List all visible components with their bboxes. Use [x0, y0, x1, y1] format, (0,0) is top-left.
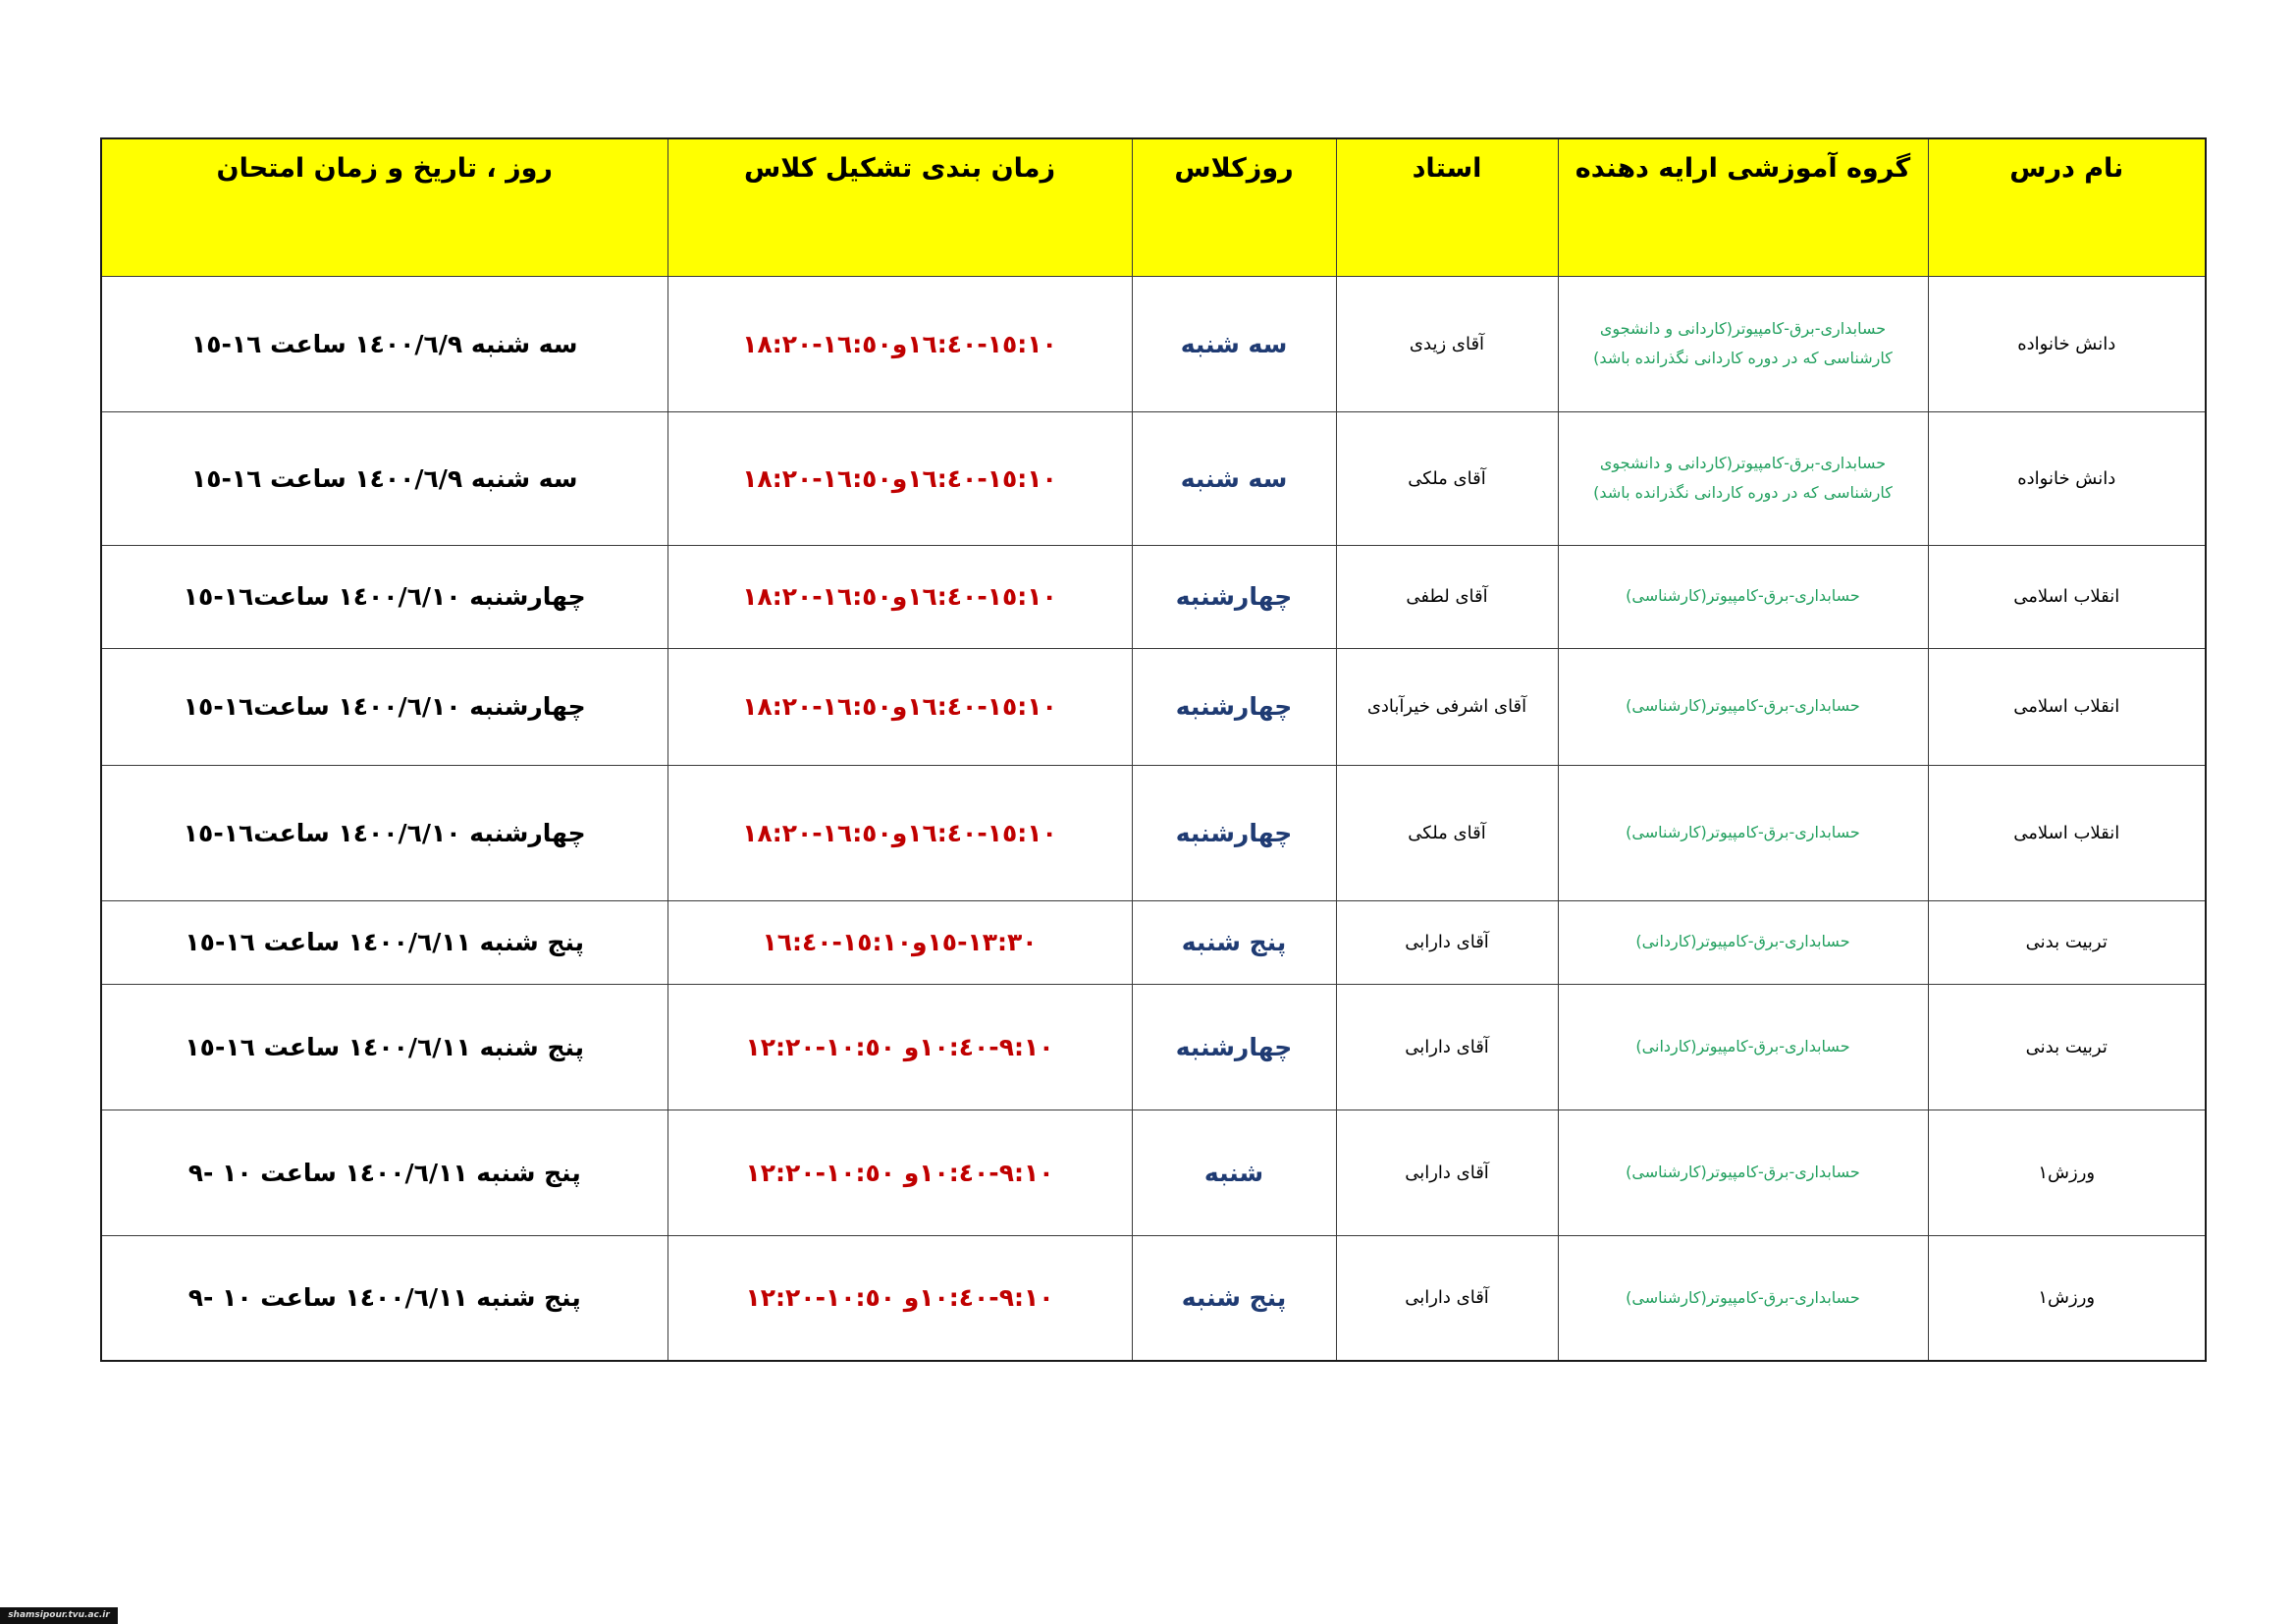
header-day: روزکلاس	[1132, 138, 1336, 276]
day-cell: سه شنبه	[1132, 411, 1336, 545]
day-cell: چهارشنبه	[1132, 984, 1336, 1110]
time-cell: ٩:١٠-١٠:٤٠و ١٠:٥٠-١٢:٢٠	[667, 1110, 1132, 1235]
group-cell	[1558, 648, 1928, 765]
table-row	[101, 1235, 2206, 1361]
teacher-cell: آقای دارابی	[1336, 1235, 1558, 1361]
day-cell: چهارشنبه	[1132, 648, 1336, 765]
course-cell: تربیت بدنی	[1928, 900, 2206, 984]
day-cell: پنج شنبه	[1132, 1235, 1336, 1361]
exam-cell: سه شنبه ١٤٠٠/٦/٩ ساعت ١٦-١٥	[101, 411, 667, 545]
header-course: نام درس	[1928, 138, 2206, 276]
group-line: کارشناسی که در دوره کاردانی نگذرانده باشد)	[1593, 483, 1893, 502]
time-cell: ١٥:١٠-١٦:٤٠و١٦:٥٠-١٨:٢٠	[667, 545, 1132, 648]
course-cell: دانش خانواده	[1928, 411, 2206, 545]
group-line: حسابداری-برق-کامپیوتر(کارشناسی)	[1626, 1287, 1860, 1307]
group-line: حسابداری-برق-کامپیوتر(کاردانی)	[1635, 1036, 1850, 1056]
exam-cell: پنج شنبه ١٤٠٠/٦/١١ ساعت ١٠ -٩	[101, 1110, 667, 1235]
time-cell: ١٥:١٠-١٦:٤٠و١٦:٥٠-١٨:٢٠	[667, 276, 1132, 411]
teacher-cell: آقای اشرفی خیرآبادی	[1336, 648, 1558, 765]
day-cell: پنج شنبه	[1132, 900, 1336, 984]
group-cell	[1558, 984, 1928, 1110]
table-row	[101, 545, 2206, 648]
day-cell: شنبه	[1132, 1110, 1336, 1235]
header-row	[101, 138, 2206, 276]
teacher-cell: آقای لطفی	[1336, 545, 1558, 648]
teacher-cell: آقای ملکی	[1336, 411, 1558, 545]
course-cell: انقلاب اسلامی	[1928, 648, 2206, 765]
teacher-cell: آقای زیدی	[1336, 276, 1558, 411]
group-cell	[1558, 276, 1928, 411]
time-cell: ٩:١٠-١٠:٤٠و ١٠:٥٠-١٢:٢٠	[667, 1235, 1132, 1361]
course-cell: انقلاب اسلامی	[1928, 545, 2206, 648]
exam-cell: پنج شنبه ١٤٠٠/٦/١١ ساعت ١٠ -٩	[101, 1235, 667, 1361]
day-cell: سه شنبه	[1132, 276, 1336, 411]
day-cell: چهارشنبه	[1132, 545, 1336, 648]
time-cell: ١٥:١٠-١٦:٤٠و١٦:٥٠-١٨:٢٠	[667, 765, 1132, 900]
time-cell: ١٥:١٠-١٦:٤٠و١٦:٥٠-١٨:٢٠	[667, 648, 1132, 765]
course-cell: ورزش١	[1928, 1235, 2206, 1361]
group-line: حسابداری-برق-کامپیوتر(کاردانی)	[1635, 932, 1850, 951]
group-cell	[1558, 765, 1928, 900]
course-cell: ورزش١	[1928, 1110, 2206, 1235]
header-exam: روز ، تاریخ و زمان امتحان	[101, 138, 667, 276]
course-cell: دانش خانواده	[1928, 276, 2206, 411]
table-row	[101, 984, 2206, 1110]
table-row	[101, 765, 2206, 900]
site-watermark: shamsipour.tvu.ac.ir	[0, 1607, 118, 1624]
group-cell	[1558, 900, 1928, 984]
course-cell: انقلاب اسلامی	[1928, 765, 2206, 900]
exam-cell: پنج شنبه ١٤٠٠/٦/١١ ساعت ١٦-١٥	[101, 900, 667, 984]
course-cell: تربیت بدنی	[1928, 984, 2206, 1110]
time-cell: ١٣:٣٠-١٥و١٥:١٠-١٦:٤٠	[667, 900, 1132, 984]
table-row	[101, 276, 2206, 411]
header-teacher: استاد	[1336, 138, 1558, 276]
exam-cell: چهارشنبه ١٤٠٠/٦/١٠ ساعت١٦-١٥	[101, 545, 667, 648]
group-cell	[1558, 1110, 1928, 1235]
exam-cell: چهارشنبه ١٤٠٠/٦/١٠ ساعت١٦-١٥	[101, 765, 667, 900]
header-time: زمان بندی تشکیل کلاس	[667, 138, 1132, 276]
group-cell	[1558, 545, 1928, 648]
table-row	[101, 1110, 2206, 1235]
table-row	[101, 411, 2206, 545]
exam-cell: پنج شنبه ١٤٠٠/٦/١١ ساعت ١٦-١٥	[101, 984, 667, 1110]
teacher-cell: آقای ملکی	[1336, 765, 1558, 900]
group-cell	[1558, 411, 1928, 545]
exam-cell: سه شنبه ١٤٠٠/٦/٩ ساعت ١٦-١٥	[101, 276, 667, 411]
teacher-cell: آقای دارابی	[1336, 1110, 1558, 1235]
group-line: کارشناسی که در دوره کاردانی نگذرانده باشد)	[1593, 349, 1893, 367]
time-cell: ٩:١٠-١٠:٤٠و ١٠:٥٠-١٢:٢٠	[667, 984, 1132, 1110]
day-cell: چهارشنبه	[1132, 765, 1336, 900]
schedule-table	[100, 137, 2207, 1362]
group-line: حسابداری-برق-کامپیوتر(کاردانی و دانشجوی	[1599, 318, 1887, 338]
group-line: حسابداری-برق-کامپیوتر(کارشناسی)	[1626, 696, 1860, 716]
time-cell: ١٥:١٠-١٦:٤٠و١٦:٥٠-١٨:٢٠	[667, 411, 1132, 545]
exam-cell: چهارشنبه ١٤٠٠/٦/١٠ ساعت١٦-١٥	[101, 648, 667, 765]
group-cell	[1558, 1235, 1928, 1361]
table-row	[101, 900, 2206, 984]
group-line: حسابداری-برق-کامپیوتر(کارشناسی)	[1626, 822, 1860, 841]
group-line: حسابداری-برق-کامپیوتر(کاردانی و دانشجوی	[1599, 453, 1887, 472]
group-line: حسابداری-برق-کامپیوتر(کارشناسی)	[1626, 1162, 1860, 1181]
teacher-cell: آقای دارابی	[1336, 984, 1558, 1110]
header-group: گروه آموزشی ارایه دهنده	[1558, 138, 1928, 276]
teacher-cell: آقای دارابی	[1336, 900, 1558, 984]
group-line: حسابداری-برق-کامپیوتر(کارشناسی)	[1626, 586, 1860, 606]
table-row	[101, 648, 2206, 765]
